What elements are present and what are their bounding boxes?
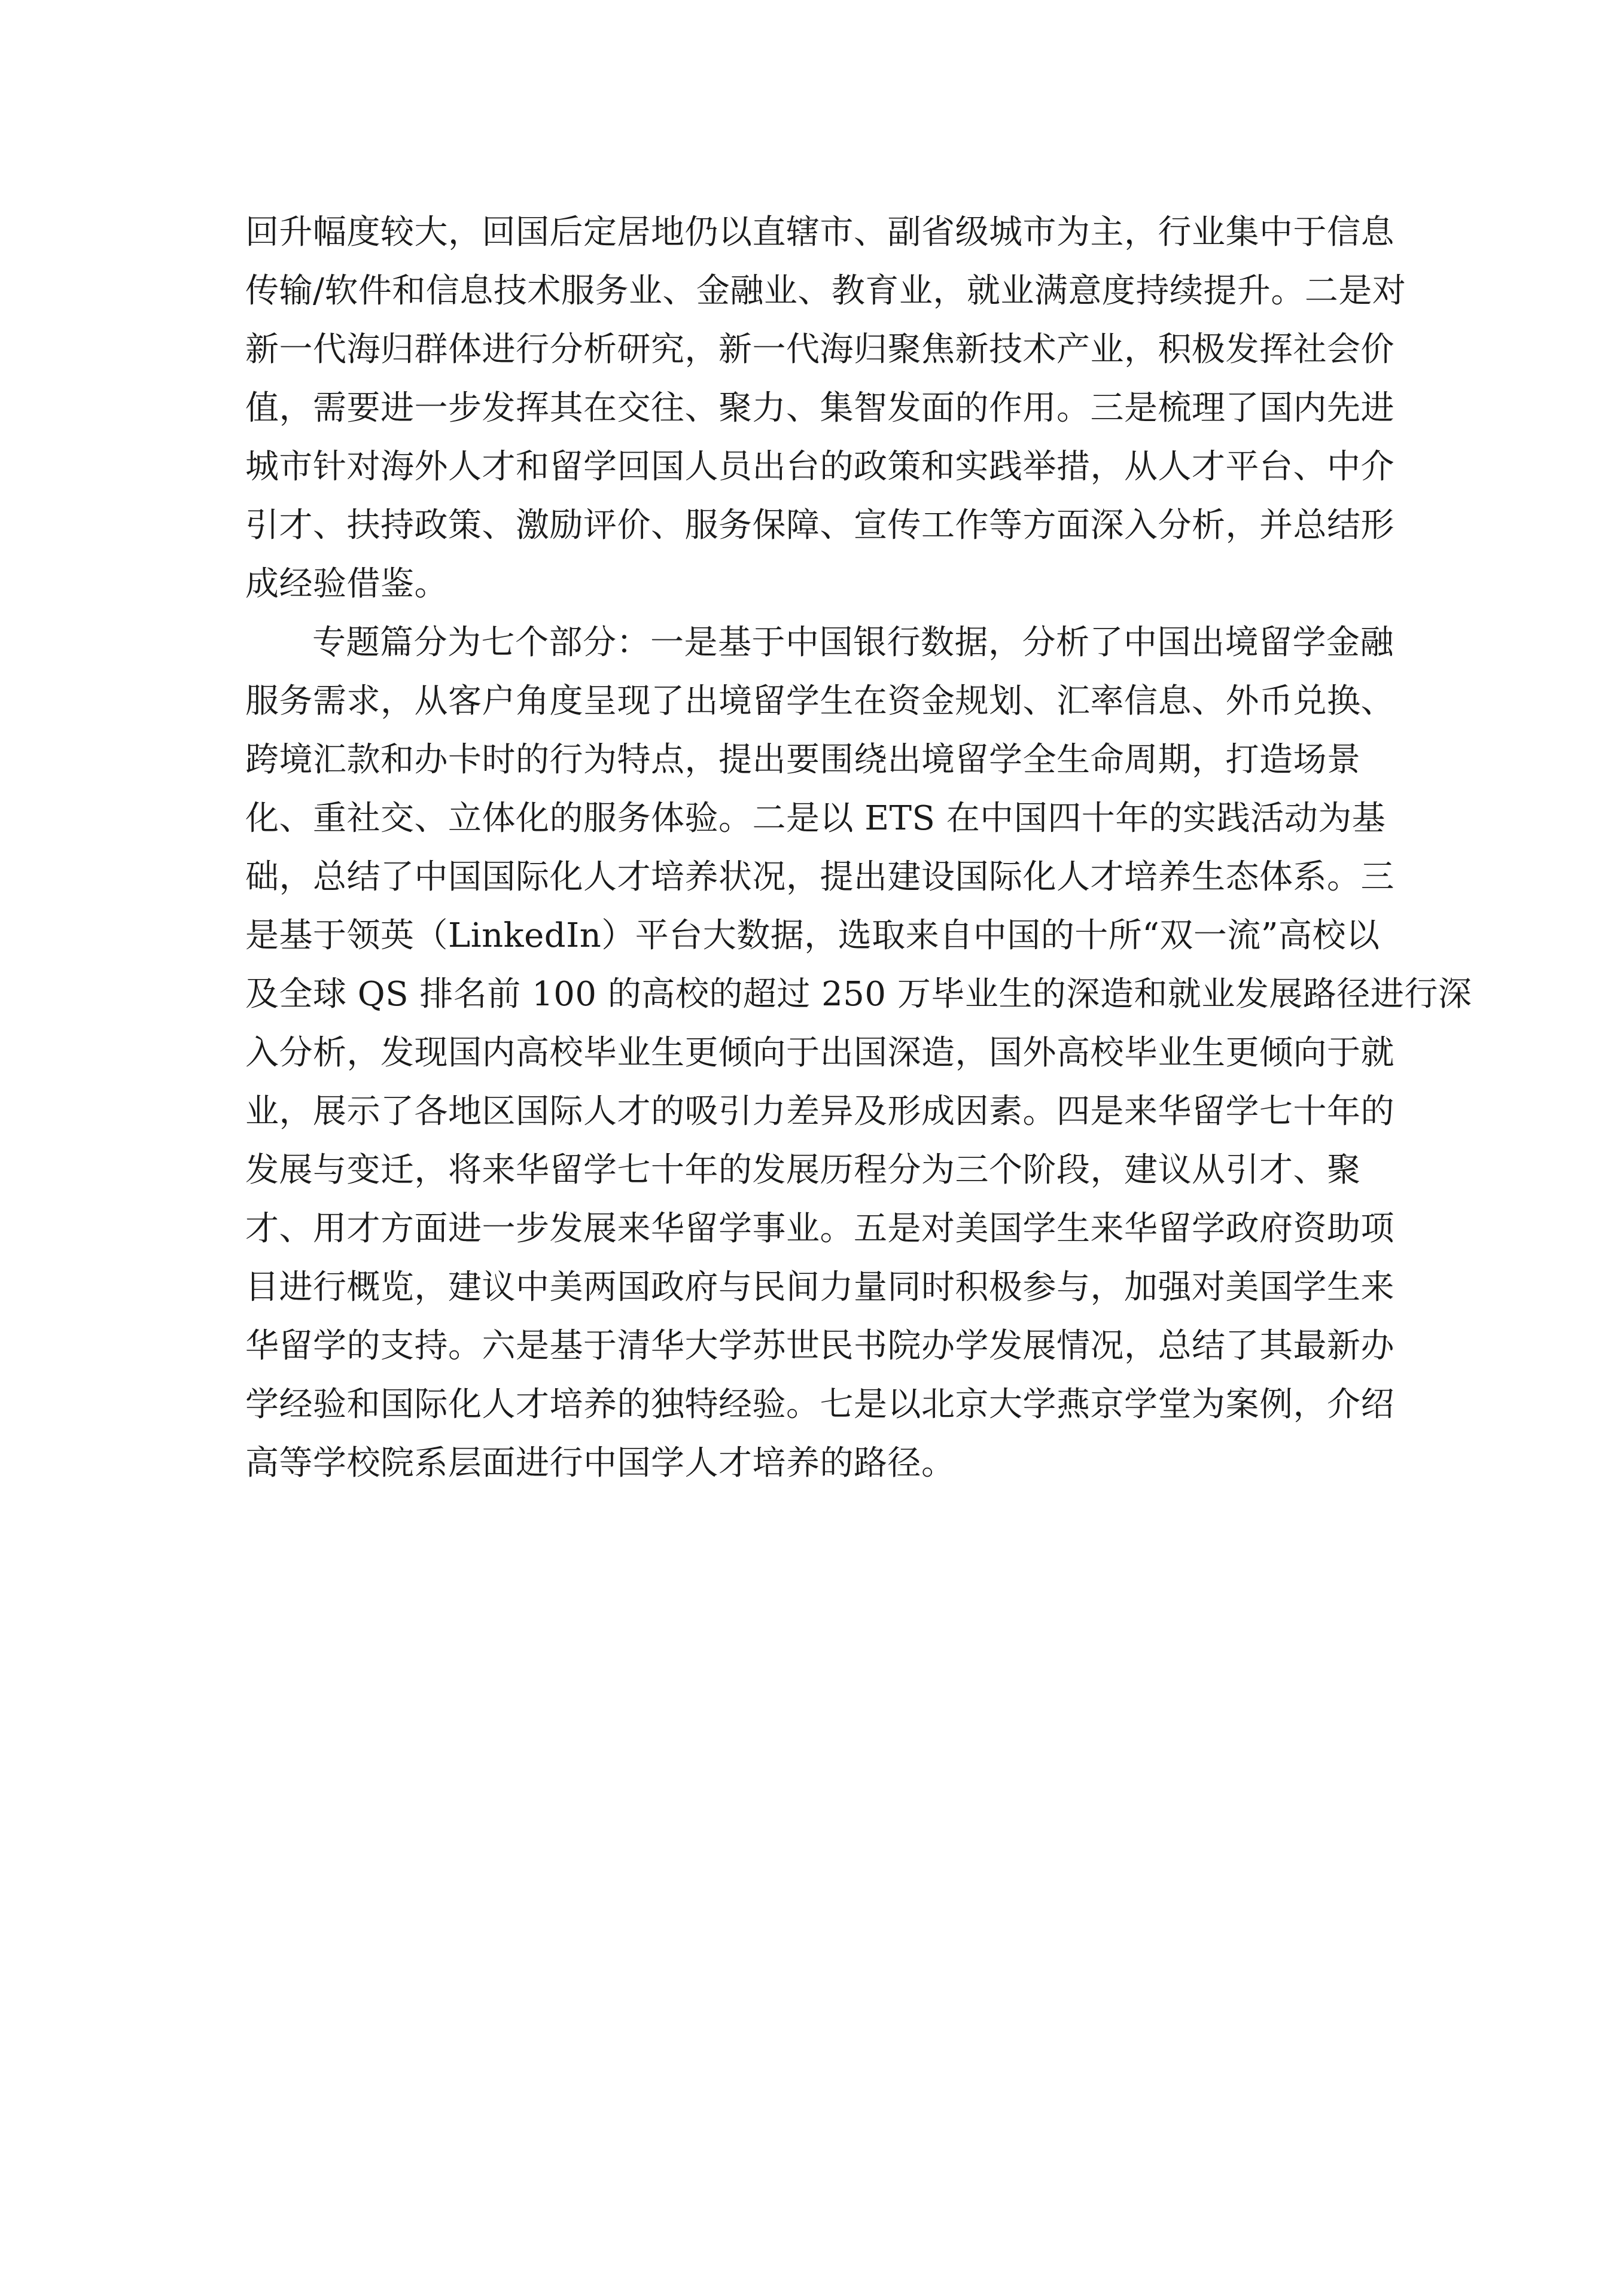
text-line: 回升幅度较大，回国后定居地仍以直辖市、副省级城市为主，行业集中于信息 <box>245 213 1394 252</box>
text-line: 及全球 QS 排名前 100 的高校的超过 250 万毕业生的深造和就业发展路径进行深 <box>245 975 1472 1014</box>
text-line: 化、重社交、立体化的服务体验。二是以 ETS 在中国四十年的实践活动为基 <box>245 799 1386 838</box>
text-line: 才、用才方面进一步发展来华留学事业。五是对美国学生来华留学政府资助项 <box>245 1209 1394 1248</box>
text-line: 专题篇分为七个部分：一是基于中国银行数据，分析了中国出境留学金融 <box>312 623 1394 662</box>
text-line: 华留学的支持。六是基于清华大学苏世民书院办学发展情况，总结了其最新办 <box>245 1327 1394 1365</box>
text-line: 础，总结了中国国际化人才培养状况，提出建设国际化人才培养生态体系。三 <box>245 858 1394 897</box>
text-line: 服务需求，从客户角度呈现了出境留学生在资金规划、汇率信息、外币兑换、 <box>245 682 1394 721</box>
paragraph-2 <box>245 614 1472 1493</box>
text-line: 发展与变迁，将来华留学七十年的发展历程分为三个阶段，建议从引才、聚 <box>245 1151 1361 1190</box>
text-line: 引才、扶持政策、激励评价、服务保障、宣传工作等方面深入分析，并总结形 <box>245 506 1394 545</box>
text-line: 是基于领英（LinkedIn）平台大数据，选取来自中国的十所“双一流”高校以 <box>245 916 1380 955</box>
text-line: 城市针对海外人才和留学回国人员出台的政策和实践举措，从人才平台、中介 <box>245 447 1394 486</box>
text-line: 入分析，发现国内高校毕业生更倾向于出国深造，国外高校毕业生更倾向于就 <box>245 1033 1394 1072</box>
text-line: 值，需要进一步发挥其在交往、聚力、集智发面的作用。三是梳理了国内先进 <box>245 389 1394 428</box>
text-line: 跨境汇款和办卡时的行为特点，提出要围绕出境留学全生命周期，打造场景 <box>245 740 1361 779</box>
text-line: 成经验借鉴。 <box>245 565 448 603</box>
text-line: 目进行概览，建议中美两国政府与民间力量同时积极参与，加强对美国学生来 <box>245 1268 1394 1307</box>
text-line: 学经验和国际化人才培养的独特经验。七是以北京大学燕京学堂为案例，介绍 <box>245 1385 1394 1424</box>
paragraph-1 <box>245 203 1406 614</box>
body-text <box>245 203 1472 1493</box>
text-line: 业，展示了各地区国际人才的吸引力差异及形成因素。四是来华留学七十年的 <box>245 1092 1394 1131</box>
text-line: 新一代海归群体进行分析研究，新一代海归聚焦新技术产业，积极发挥社会价 <box>245 330 1394 369</box>
text-line: 高等学校院系层面进行中国学人才培养的路径。 <box>245 1444 955 1483</box>
text-line: 传输/软件和信息技术服务业、金融业、教育业，就业满意度持续提升。二是对 <box>245 272 1406 310</box>
